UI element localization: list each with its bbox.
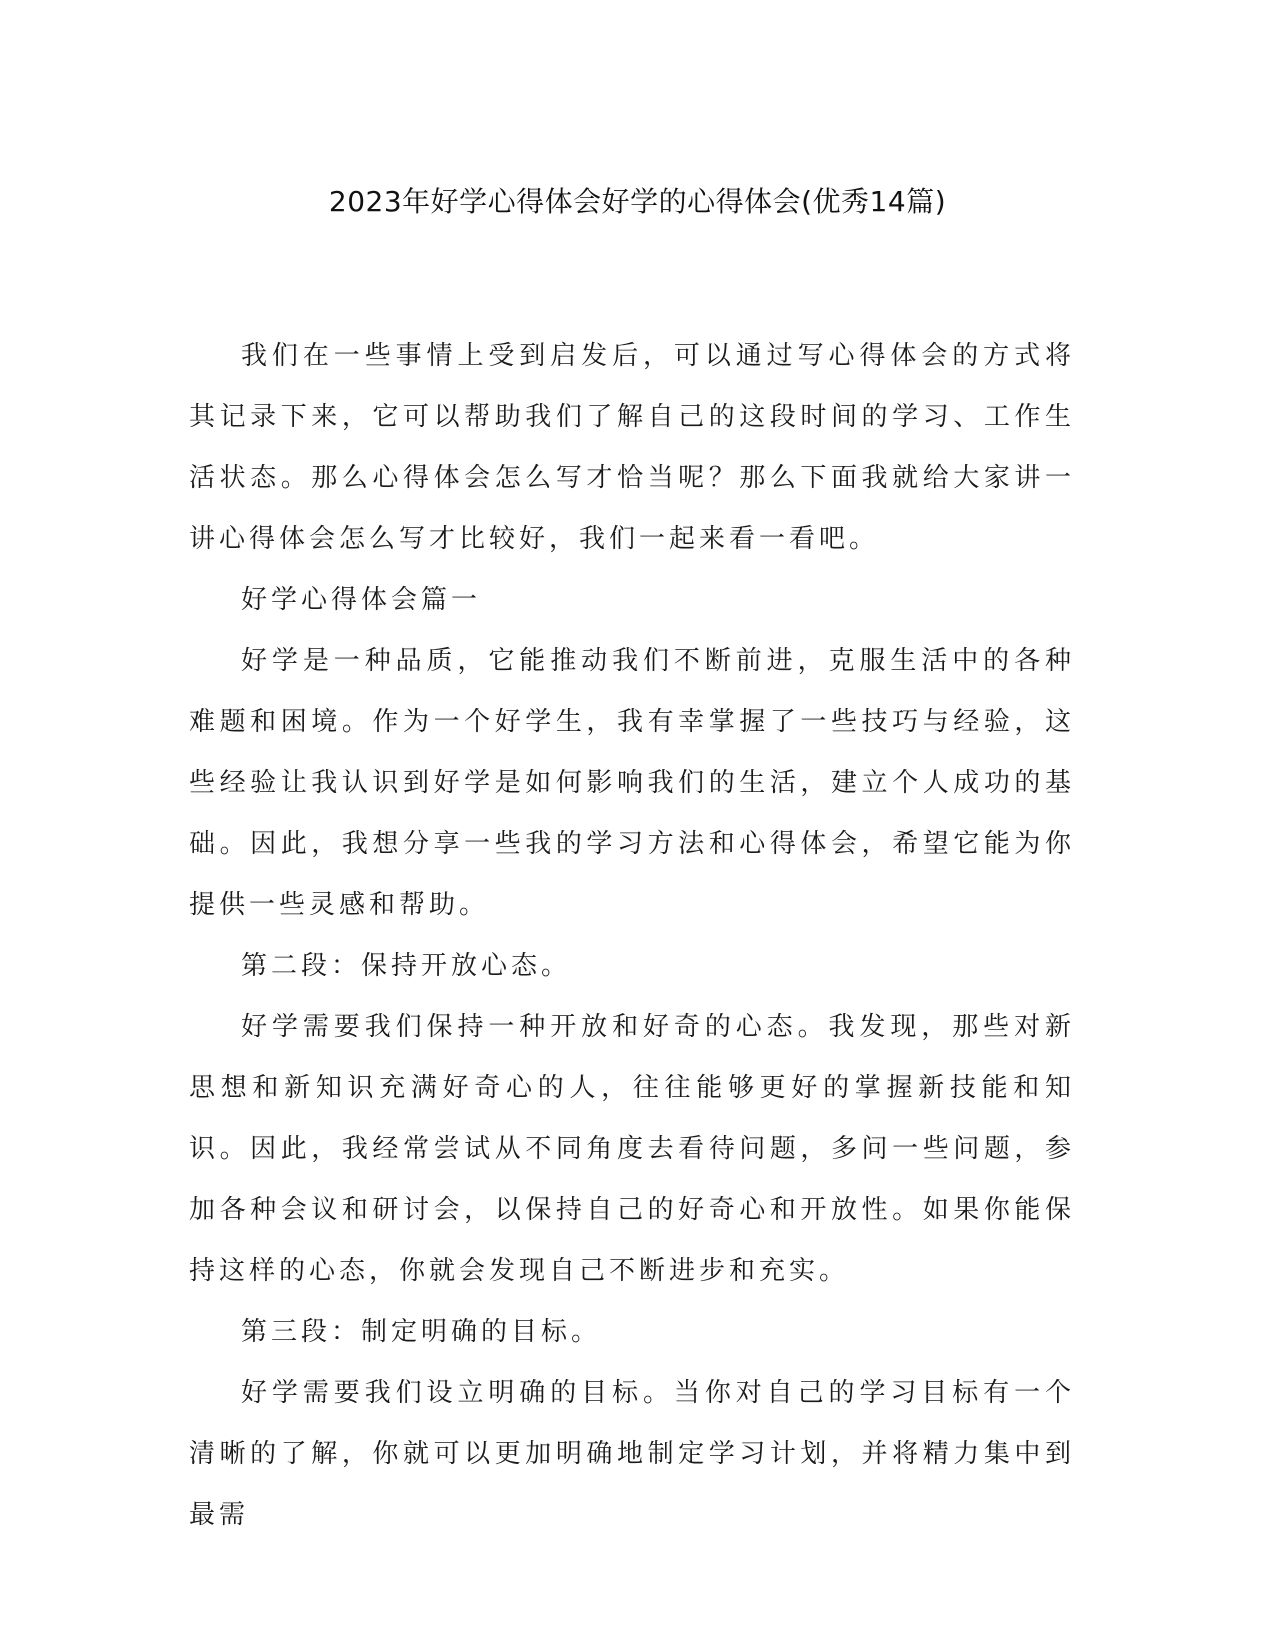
body-paragraph: 好学需要我们设立明确的目标。当你对自己的学习目标有一个清晰的了解，你就可以更加明确地制定学习计划，并将精力集中到最需: [189, 1378, 1075, 1530]
body-paragraph: 好学需要我们保持一种开放和好奇的心态。我发现，那些对新思想和新知识充满好奇心的人，往往能够更好的掌握新技能和知识。因此，我经常尝试从不同角度去看待问题，多问一些问题，参加各种会议和研讨会，以保持自己的好奇心和开放性。如果你能保持这样的心态，你就会发现自己不断进步和充实。: [189, 1012, 1075, 1286]
body-paragraph: 好学是一种品质，它能推动我们不断前进，克服生活中的各种难题和困境。作为一个好学生，我有幸掌握了一些技巧与经验，这些经验让我认识到好学是如何影响我们的生活，建立个人成功的基础。因此，我想分享一些我的学习方法和心得体会，希望它能为你提供一些灵感和帮助。: [189, 646, 1075, 920]
section-heading-second: 第二段：保持开放心态。: [241, 951, 572, 981]
intro-paragraph: 我们在一些事情上受到启发后，可以通过写心得体会的方式将其记录下来，它可以帮助我们了解自己的这段时间的学习、工作生活状态。那么心得体会怎么写才恰当呢？那么下面我就给大家讲一讲心得体会怎么写才比较好，我们一起来看一看吧。: [189, 341, 1075, 554]
document-title: 2023年好学心得体会好学的心得体会(优秀14篇): [328, 185, 947, 218]
document-body: [189, 326, 1075, 1546]
section-heading-part-one: 好学心得体会篇一: [241, 585, 482, 615]
section-heading-third: 第三段：制定明确的目标。: [241, 1317, 602, 1347]
